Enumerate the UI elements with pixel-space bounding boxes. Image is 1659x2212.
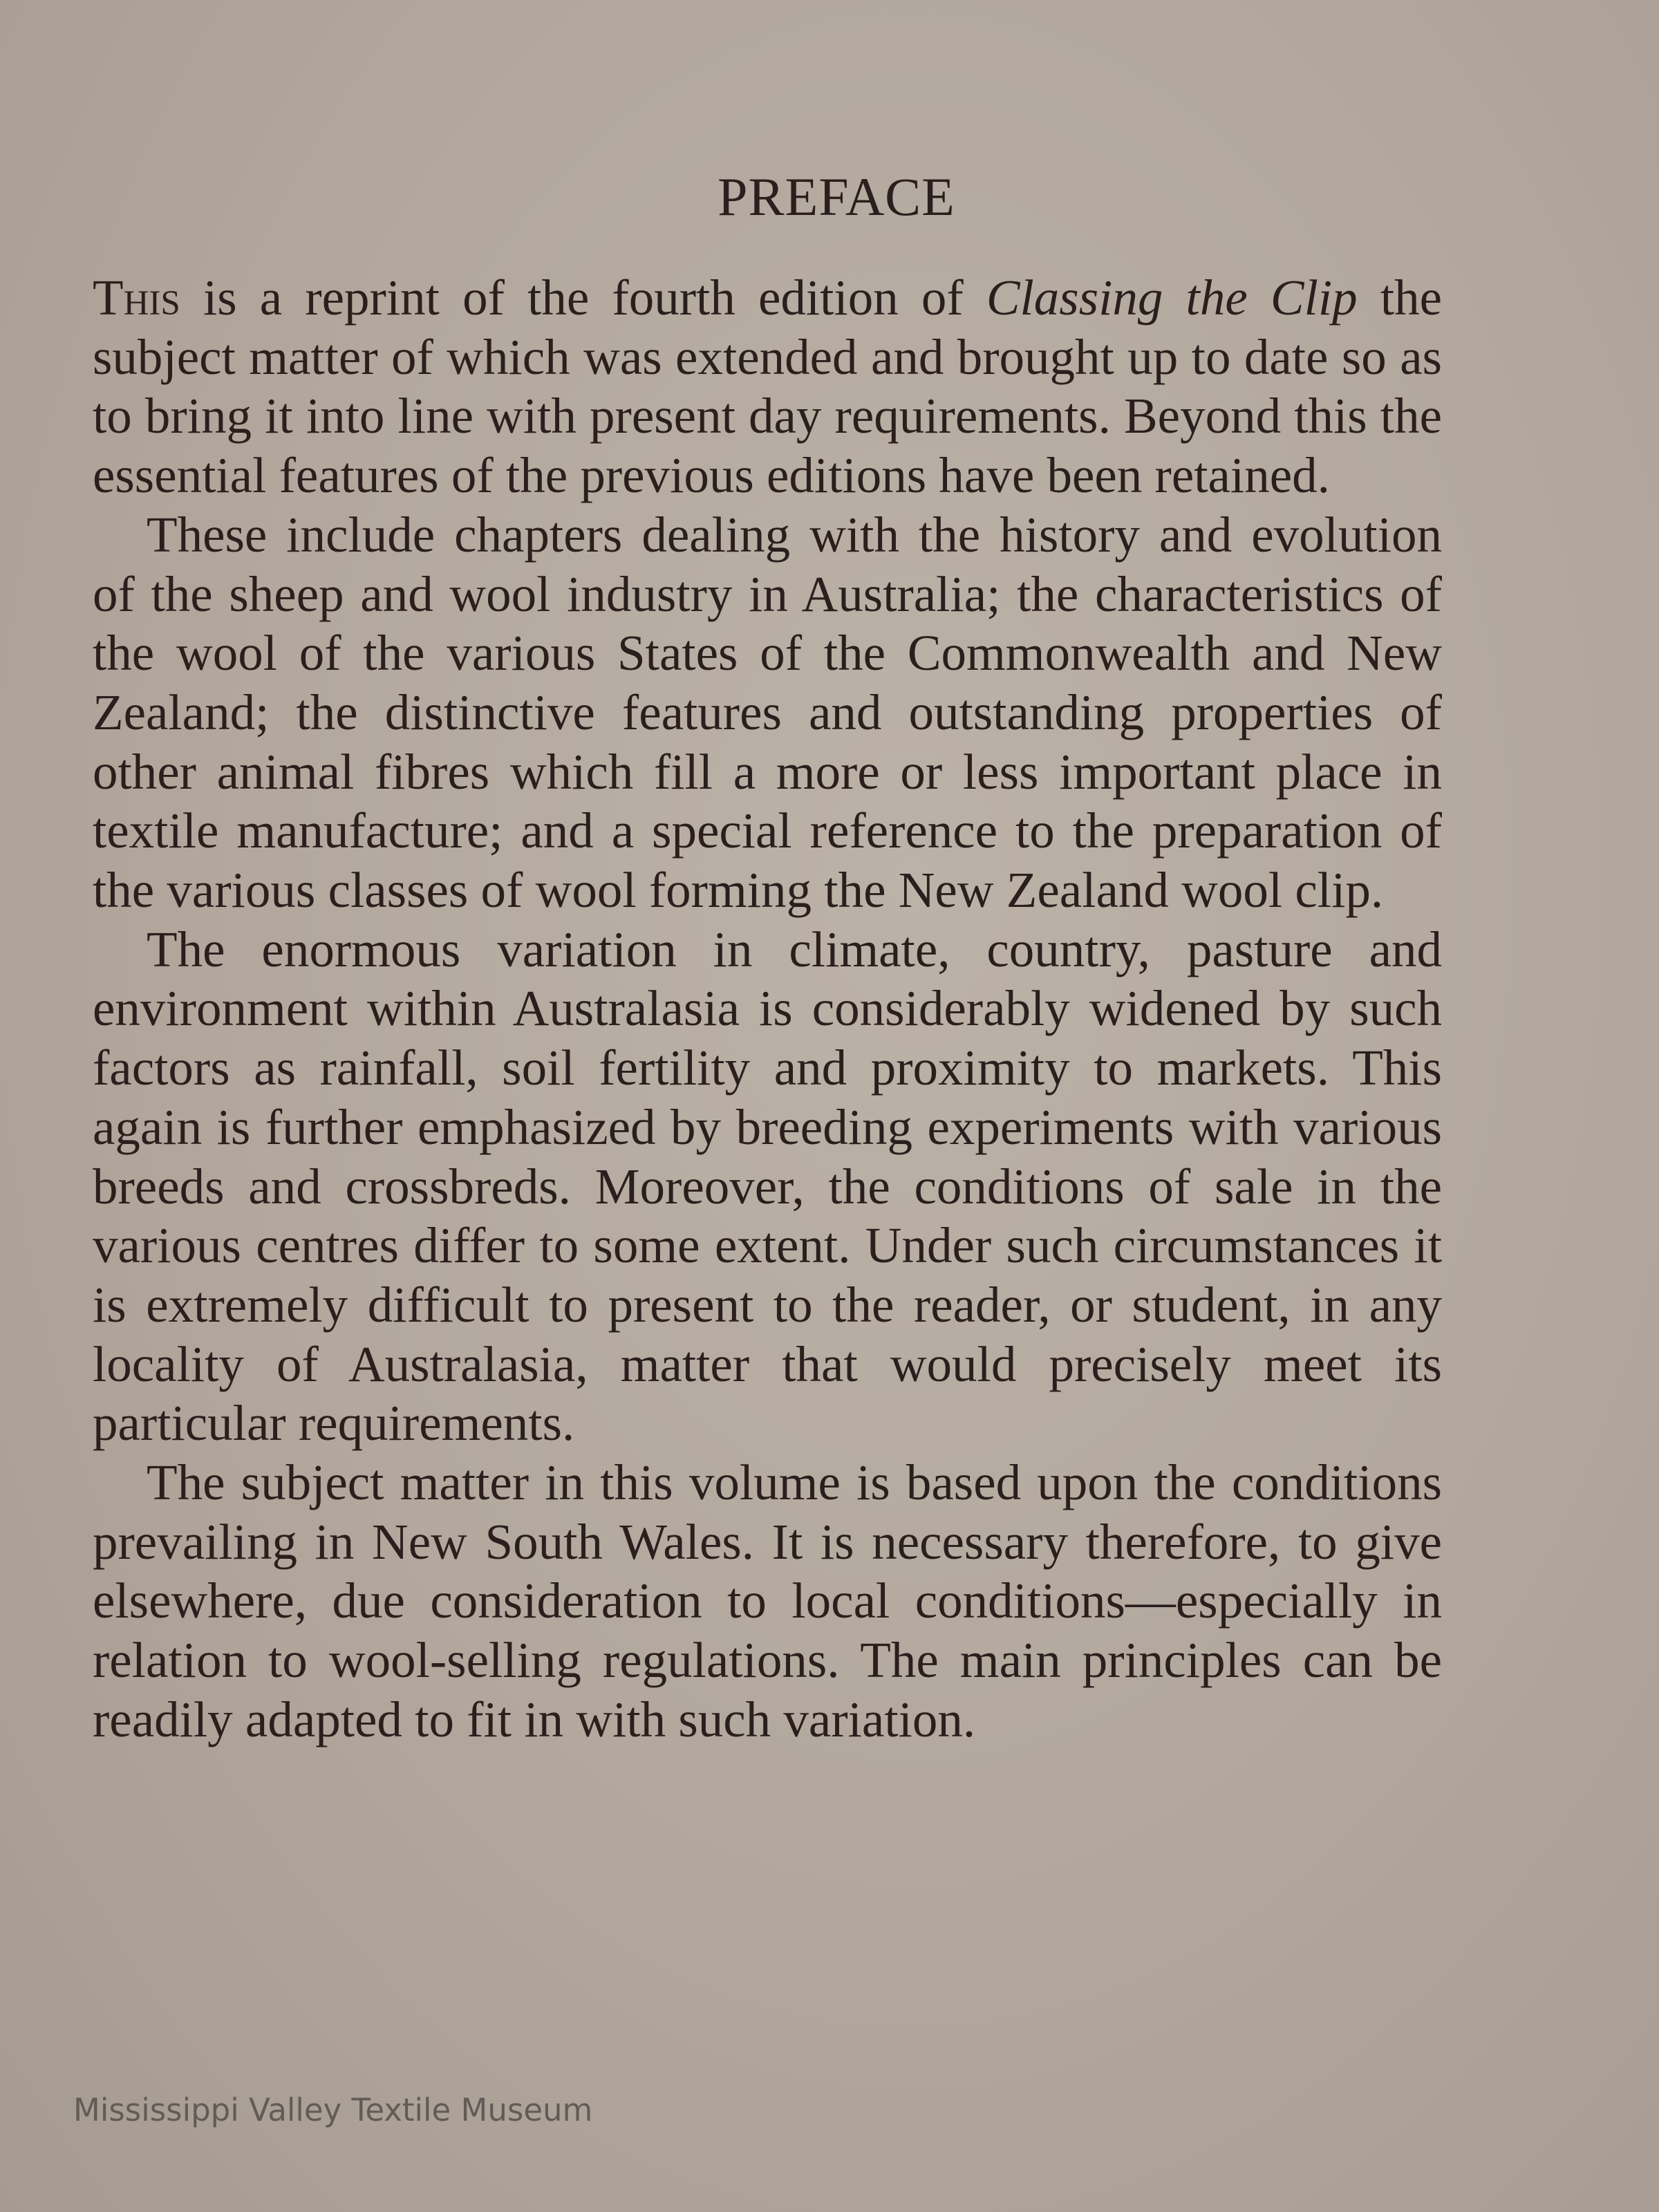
paragraph-text: is a reprint of the fourth edition of (180, 270, 986, 326)
paragraph-4: The subject matter in this volume is based upon the conditions prevailing in New South Wales. It is necessary therefore, to give elsewhere, due consideration to local conditions—especially in relation to wool-selling regulations. The main principles can be readily adapted to fit in with such variation. (93, 1454, 1442, 1747)
paragraph-lead: This (93, 270, 180, 326)
paragraph-3: The enormous variation in climate, country, pasture and environment within Australasia is considerably widened by such factors as rainfall, soil fertility and proximity to markets. This again is further emphasized by breeding experiments with various breeds and crossbreds. Moreover, the conditions of sale in the various centres differ to some extent. Under such circumstances it is extremely difficult to present to the reader, or student, in any locality of Australasia, matter that would precisely meet its particular requirements. (93, 921, 1442, 1452)
book-title: Classing the Clip (986, 270, 1358, 326)
paragraph-1 (93, 268, 1442, 505)
preface-body (93, 268, 1442, 1750)
page-title: PREFACE (718, 167, 955, 227)
paragraph-text: the subject matter of which was extended and brought up to date so as to bring it into line with present day requirements. Beyond this the essential features of the previous editions have been retained. (93, 270, 1442, 504)
paragraph-2: These include chapters dealing with the history and evolution of the sheep and wool industry in Australia; the characteristics of the wool of the various States of the Commonwealth and New Zealand; the distinctive features and outstanding properties of other animal fibres which fill a more or less important place in textile manufacture; and a special reference to the preparation of the various classes of wool forming the New Zealand wool clip. (93, 506, 1442, 919)
museum-watermark: Mississippi Valley Textile Museum (73, 2092, 593, 2128)
